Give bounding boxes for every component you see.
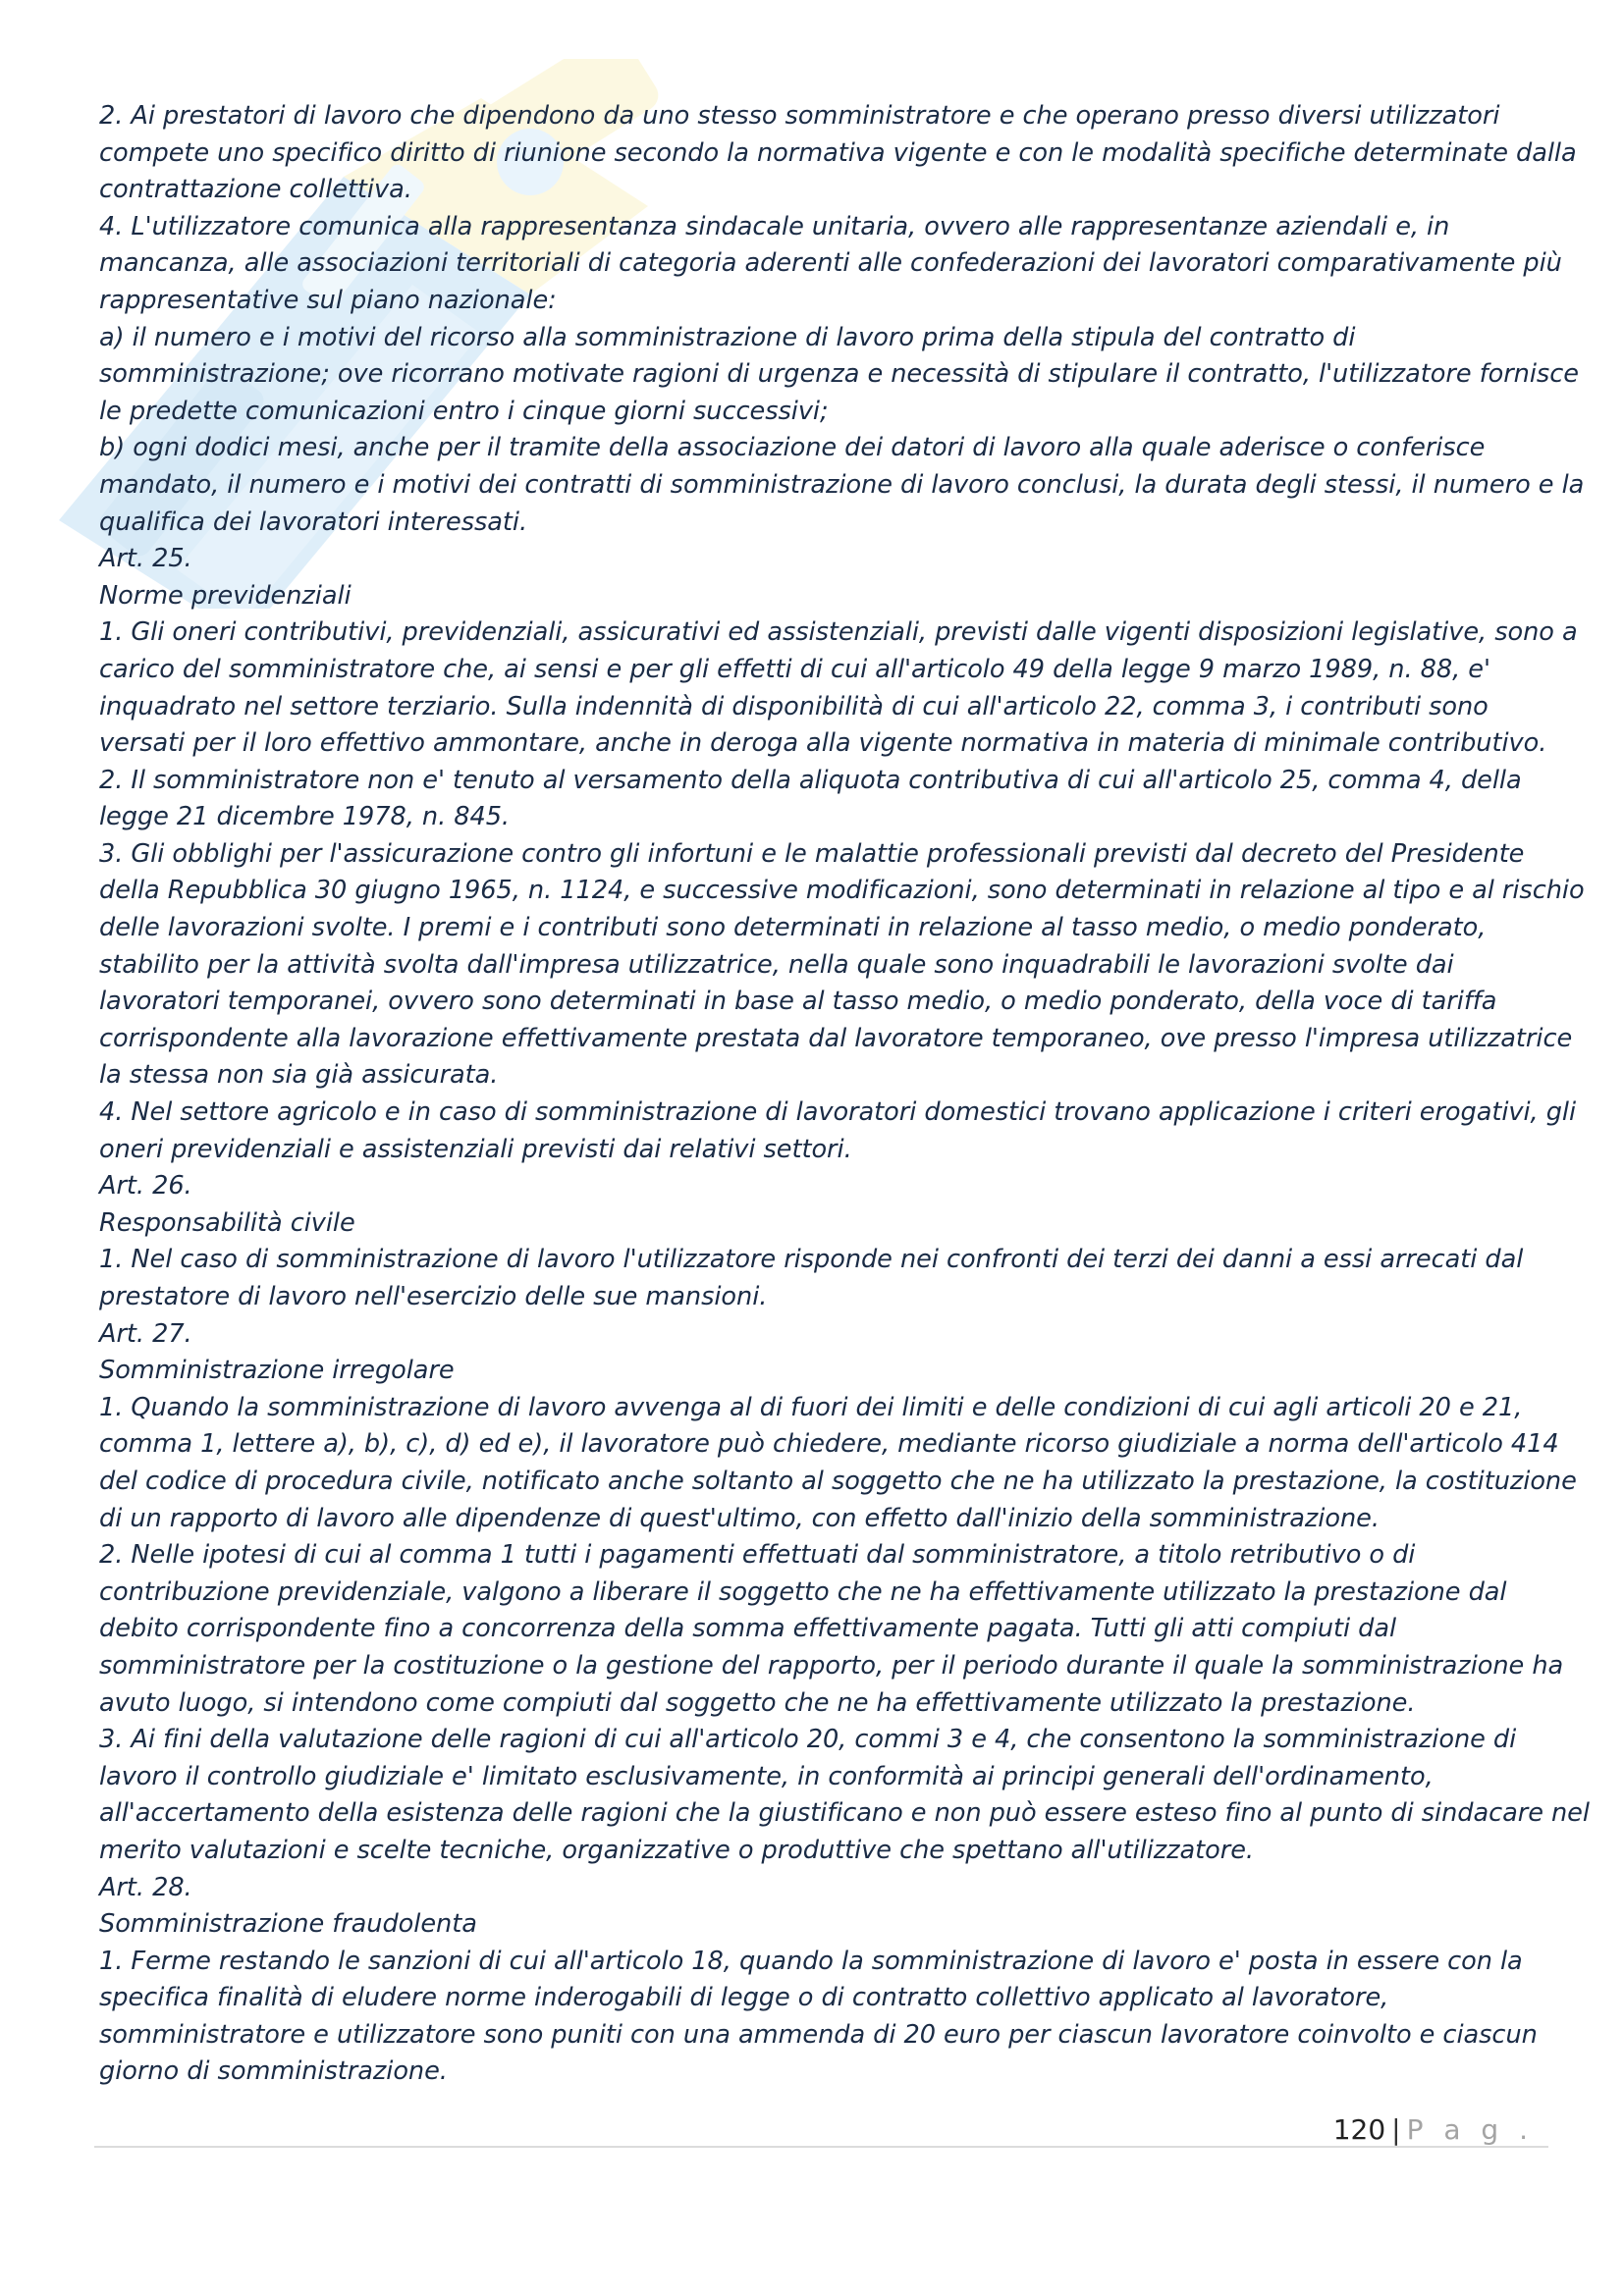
article-title: Somministrazione irregolare bbox=[99, 1356, 455, 1386]
text-line: 4. L'utilizzatore comunica alla rappresentanza sindacale unitaria, ovvero alle rappresentanze aziendali e, in bbox=[99, 211, 1450, 241]
text-line: mandato, il numero e i motivi dei contratti di somministrazione di lavoro conclusi, la durata degli stessi, il numero e la bbox=[99, 469, 1585, 500]
article-number: Art. 25. bbox=[99, 544, 192, 574]
document-body bbox=[99, 98, 1590, 2091]
text-line: all'accertamento della esistenza delle ragioni che la giustificano e non può essere esteso fino al punto di sindacare nel bbox=[99, 1798, 1590, 1829]
text-line: mancanza, alle associazioni territoriali di categoria aderenti alle confederazioni dei lavoratori comparativamente più bbox=[99, 248, 1562, 279]
text-line: oneri previdenziali e assistenziali previsti dai relativi settori. bbox=[99, 1134, 852, 1164]
page-number: 120 bbox=[1332, 2113, 1386, 2146]
article-title: Somministrazione fraudolenta bbox=[99, 1909, 477, 1940]
text-line: contrattazione collettiva. bbox=[99, 175, 412, 205]
article-number: Art. 26. bbox=[99, 1171, 192, 1201]
page-label: P a g . bbox=[1406, 2113, 1534, 2146]
text-line: delle lavorazioni svolte. I premi e i contributi sono determinati in relazione al tasso medio, o medio ponderato, bbox=[99, 913, 1487, 943]
text-line: della Repubblica 30 giugno 1965, n. 1124, e successive modificazioni, sono determinati in relazione al tipo e al rischio bbox=[99, 876, 1585, 906]
text-line: carico del somministratore che, ai sensi e per gli effetti di cui all'articolo 49 della legge 9 marzo 1989, n. 88, e' bbox=[99, 654, 1490, 684]
text-line: somministratore per la costituzione o la gestione del rapporto, per il periodo durante il quale la somministrazione ha bbox=[99, 1650, 1564, 1681]
text-line: merito valutazioni e scelte tecniche, organizzative o produttive che spettano all'utilizzatore. bbox=[99, 1835, 1255, 1865]
article-number: Art. 27. bbox=[99, 1318, 192, 1349]
text-line: corrispondente alla lavorazione effettivamente prestata dal lavoratore temporaneo, ove presso l'impresa utilizzatrice bbox=[99, 1023, 1573, 1053]
text-line: 1. Nel caso di somministrazione di lavoro l'utilizzatore risponde nei confronti dei terzi dei danni a essi arrecati dal bbox=[99, 1245, 1524, 1275]
text-line: somministrazione; ove ricorrano motivate ragioni di urgenza e necessità di stipulare il contratto, l'utilizzatore fornisce bbox=[99, 359, 1579, 390]
text-line: 2. Nelle ipotesi di cui al comma 1 tutti i pagamenti effettuati dal somministratore, a titolo retributivo o di bbox=[99, 1540, 1416, 1571]
text-line: somministratore e utilizzatore sono puniti con una ammenda di 20 euro per ciascun lavoratore coinvolto e ciascun bbox=[99, 2019, 1538, 2050]
text-line: 3. Ai fini della valutazione delle ragioni di cui all'articolo 20, commi 3 e 4, che consentono la somministrazione di bbox=[99, 1725, 1517, 1755]
article-title: Norme previdenziali bbox=[99, 580, 352, 611]
text-line: b) ogni dodici mesi, anche per il tramite della associazione dei datori di lavoro alla quale aderisce o conferisce bbox=[99, 433, 1486, 463]
text-line: 1. Gli oneri contributivi, previdenziali, assicurativi ed assistenziali, previsti dalle vigenti disposizioni legislative, sono a bbox=[99, 617, 1578, 648]
text-line: avuto luogo, si intendono come compiuti dal soggetto che ne ha effettivamente utilizzato la prestazione. bbox=[99, 1687, 1416, 1718]
text-line: inquadrato nel settore terziario. Sulla indennità di disponibilità di cui all'articolo 22, comma 3, i contributi sono bbox=[99, 691, 1489, 721]
text-line: contribuzione previdenziale, valgono a liberare il soggetto che ne ha effettivamente utilizzato la prestazione dal bbox=[99, 1576, 1507, 1607]
text-line: comma 1, lettere a), b), c), d) ed e), il lavoratore può chiedere, mediante ricorso giudiziale a norma dell'articolo 414 bbox=[99, 1429, 1559, 1460]
text-line: rappresentative sul piano nazionale: bbox=[99, 285, 557, 315]
text-line: 4. Nel settore agricolo e in caso di somministrazione di lavoratori domestici trovano applicazione i criteri erogativi, gli bbox=[99, 1097, 1577, 1128]
article-number: Art. 28. bbox=[99, 1872, 192, 1902]
text-line: 3. Gli obblighi per l'assicurazione contro gli infortuni e le malattie professionali previsti dal decreto del Presidente bbox=[99, 838, 1525, 869]
text-line: versati per il loro effettivo ammontare, anche in deroga alla vigente normativa in materia di minimale contributivo. bbox=[99, 728, 1547, 759]
text-line: compete uno specifico diritto di riunione secondo la normativa vigente e con le modalità specifiche determinate dalla bbox=[99, 137, 1577, 168]
text-line: qualifica dei lavoratori interessati. bbox=[99, 507, 528, 537]
page-separator: | bbox=[1391, 2113, 1401, 2146]
text-line: a) il numero e i motivi del ricorso alla somministrazione di lavoro prima della stipula del contratto di bbox=[99, 322, 1356, 352]
text-line: la stessa non sia già assicurata. bbox=[99, 1060, 499, 1091]
article-title: Responsabilità civile bbox=[99, 1207, 355, 1238]
text-line: lavoratori temporanei, ovvero sono determinati in base al tasso medio, o medio ponderato, della voce di tariffa bbox=[99, 987, 1497, 1017]
text-line: legge 21 dicembre 1978, n. 845. bbox=[99, 802, 511, 832]
text-line: 1. Ferme restando le sanzioni di cui all'articolo 18, quando la somministrazione di lavoro e' posta in essere con la bbox=[99, 1946, 1523, 1976]
text-line: di un rapporto di lavoro alle dipendenze di quest'ultimo, con effetto dall'inizio della somministrazione. bbox=[99, 1503, 1380, 1533]
text-line: 2. Il somministratore non e' tenuto al versamento della aliquota contributiva di cui all'articolo 25, comma 4, della bbox=[99, 765, 1522, 795]
text-line: debito corrispondente fino a concorrenza della somma effettivamente pagata. Tutti gli atti compiuti dal bbox=[99, 1614, 1397, 1644]
text-line: prestatore di lavoro nell'esercizio delle sue mansioni. bbox=[99, 1282, 768, 1311]
text-line: 2. Ai prestatori di lavoro che dipendono da uno stesso somministratore e che operano presso diversi utilizzatori bbox=[99, 101, 1500, 131]
page-footer bbox=[1333, 2112, 1534, 2148]
text-line: stabilito per la attività svolta dall'impresa utilizzatrice, nella quale sono inquadrabili le lavorazioni svolte dai bbox=[99, 949, 1454, 980]
text-line: del codice di procedura civile, notificato anche soltanto al soggetto che ne ha utilizzato la prestazione, la costituzione bbox=[99, 1466, 1577, 1496]
text-line: specifica finalità di eludere norme inderogabili di legge o di contratto collettivo applicato al lavoratore, bbox=[99, 1983, 1389, 2013]
text-line: lavoro il controllo giudiziale e' limitato esclusivamente, in conformità ai principi generali dell'ordinamento, bbox=[99, 1761, 1434, 1791]
text-line: 1. Quando la somministrazione di lavoro avvenga al di fuori dei limiti e delle condizioni di cui agli articoli 20 e 21, bbox=[99, 1392, 1523, 1422]
text-line: giorno di somministrazione. bbox=[99, 2056, 448, 2087]
footer-divider bbox=[94, 2146, 1548, 2148]
text-line: le predette comunicazioni entro i cinque giorni successivi; bbox=[99, 396, 829, 426]
